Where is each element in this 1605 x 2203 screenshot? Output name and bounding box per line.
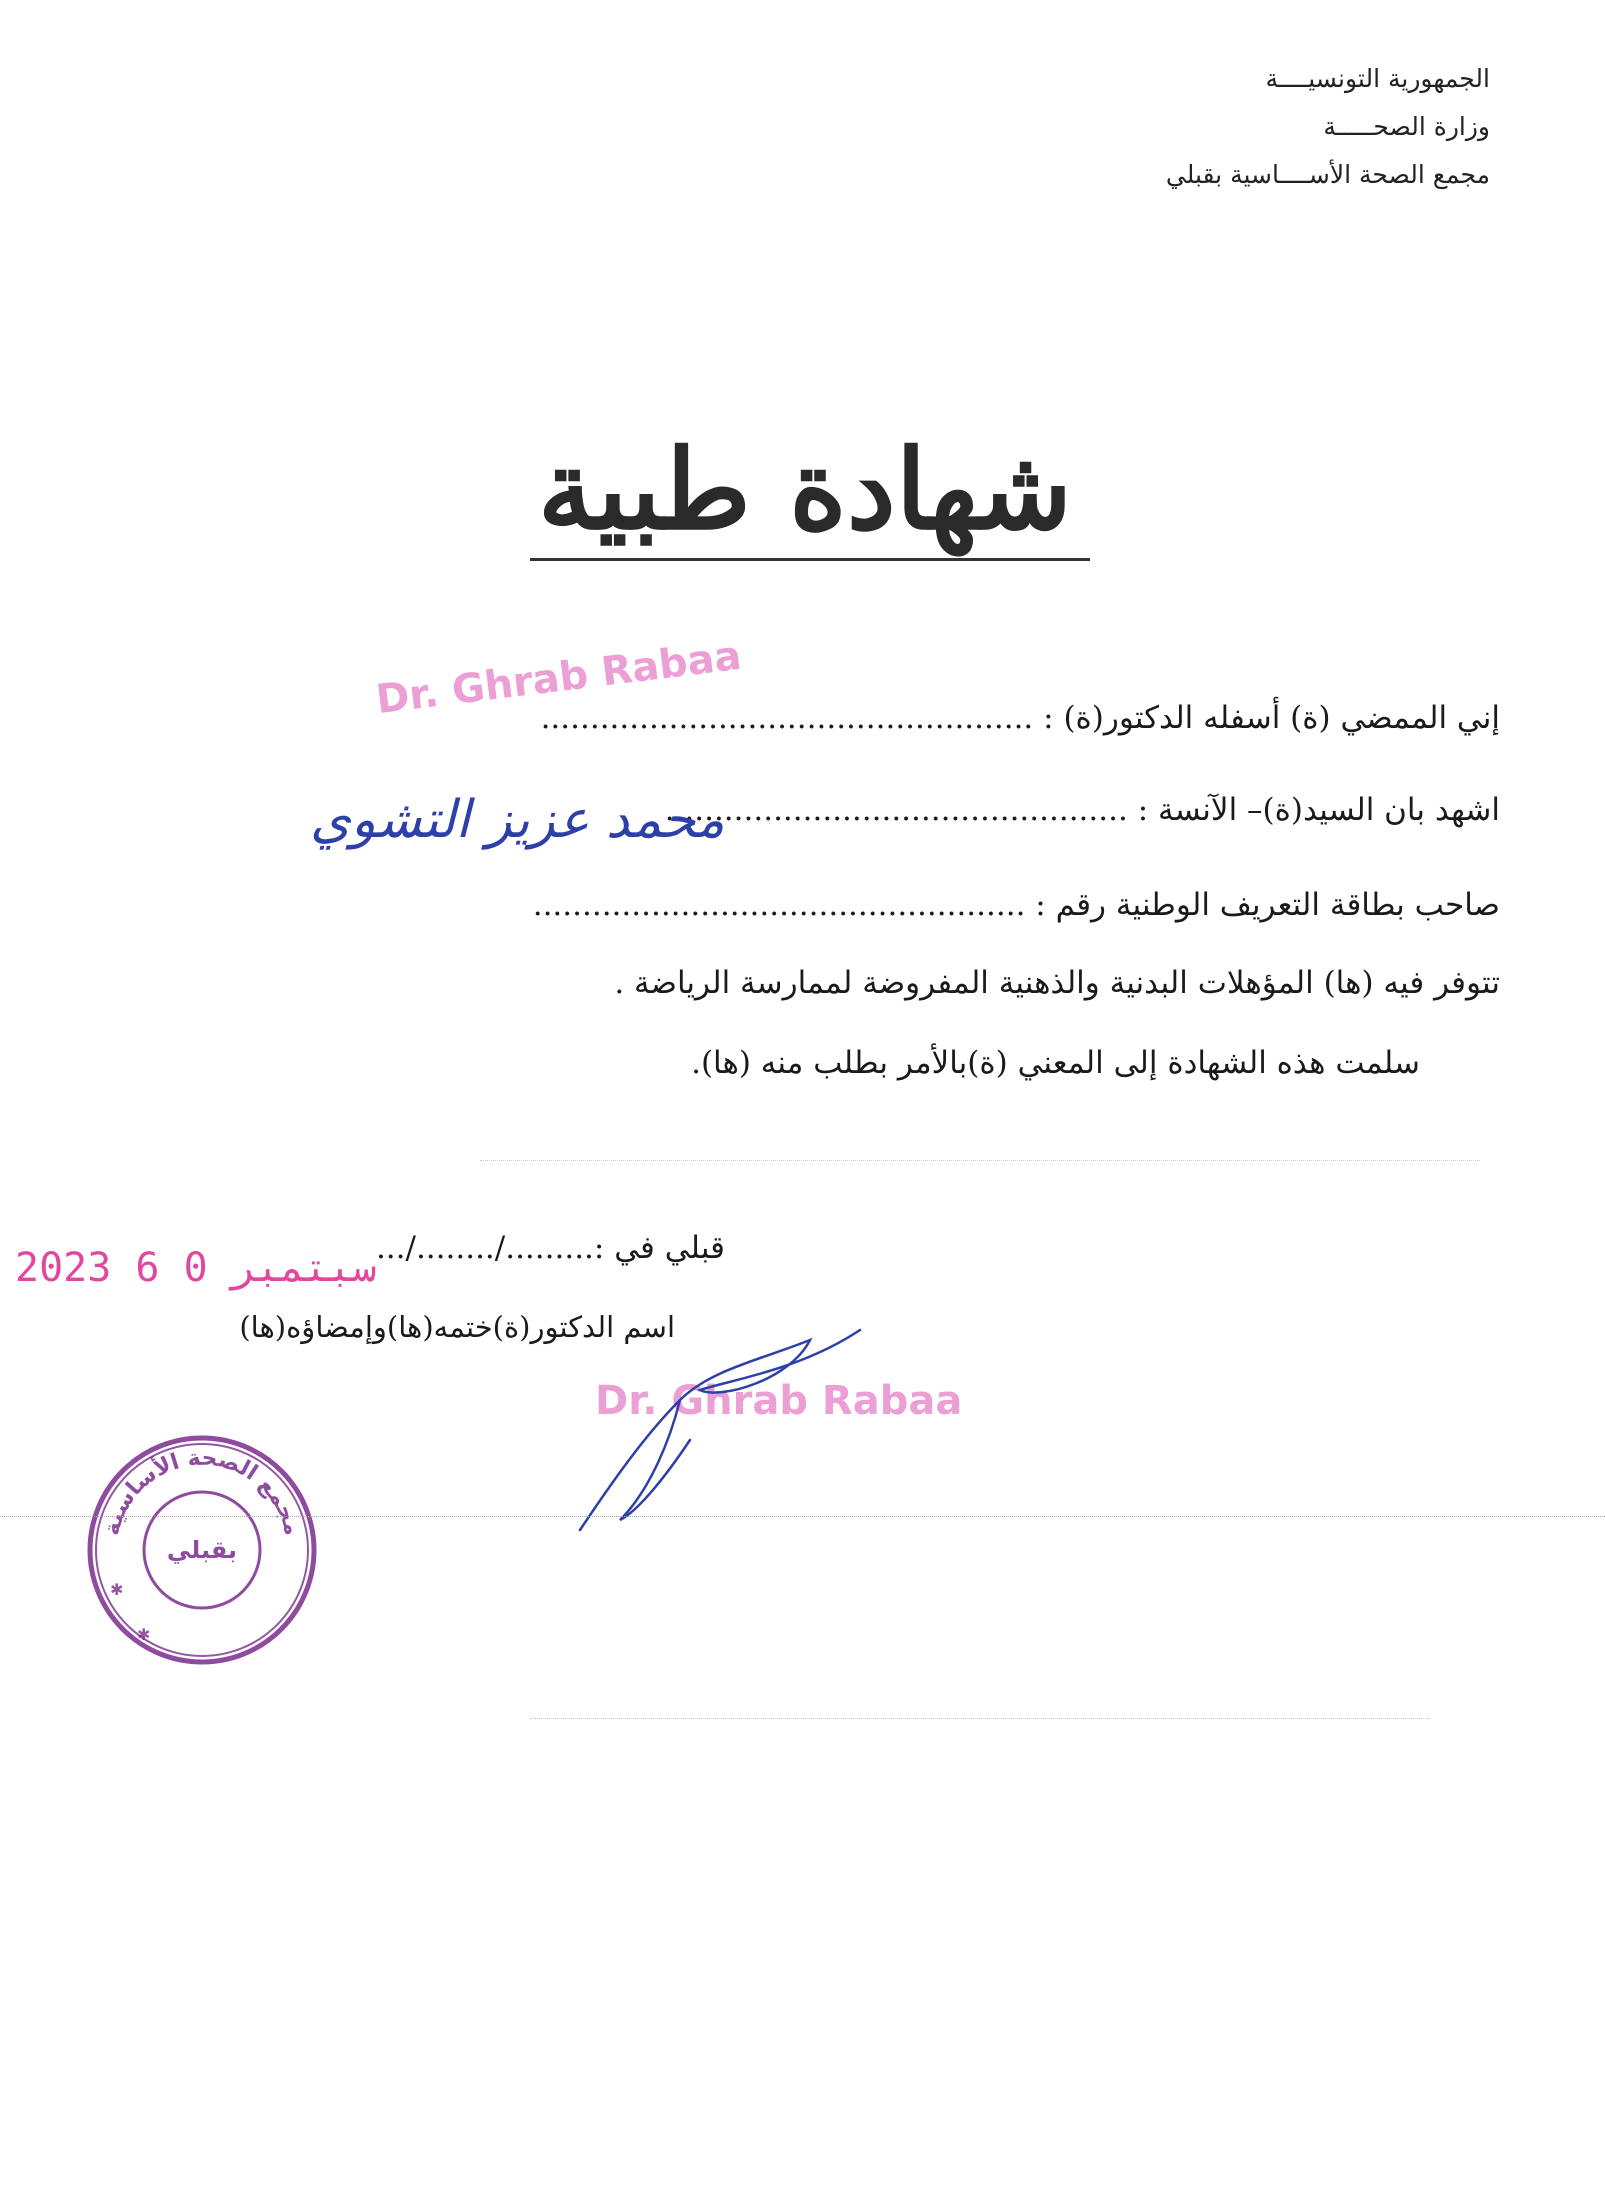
seal-graphic — [82, 1430, 322, 1670]
svg-text:✱: ✱ — [137, 1625, 151, 1644]
ministry-label: وزارة الصحـــــة — [1323, 112, 1490, 141]
doctor-signature-label: اسم الدكتور(ة)ختمه(ها)وإمضاؤه(ها) — [239, 1310, 675, 1344]
doctor-name-stamp-top: Dr. Ghrab Rabaa — [373, 632, 744, 724]
health-center-seal — [82, 1430, 322, 1670]
scan-artifact-line — [530, 1718, 1430, 1719]
id-card-blank: .................................................. — [532, 887, 1026, 923]
patient-line — [665, 792, 1500, 828]
doctor-name-stamp-bottom: Dr. Ghrab Rabaa — [595, 1378, 963, 1424]
scan-artifact-line-2 — [480, 1160, 1480, 1161]
republic-label: الجمهورية التونسيــــة — [1265, 64, 1490, 93]
certificate-title: شهادة طبية — [537, 425, 1073, 554]
fitness-statement: تتوفر فيه (ها) المؤهلات البدنية والذهنية المفروضة لممارسة الرياضة . — [614, 965, 1500, 1001]
seal-outer-text: مجمع الصحة الأساسية — [99, 1445, 305, 1538]
doctor-declaration-text: إني الممضي (ة) أسفله الدكتور(ة) : — [1043, 700, 1500, 736]
patient-name-handwritten: محمد عزيز التشوي — [310, 790, 725, 850]
title-underline — [530, 558, 1090, 561]
seal-inner-text: بقبلي — [166, 1536, 238, 1564]
date-stamp: 2023 سبتمبر 0 6 — [15, 1245, 377, 1291]
patient-name-blank: ............................................... — [664, 792, 1128, 828]
doctor-declaration-line — [541, 700, 1500, 736]
scan-divider — [0, 1516, 1605, 1517]
doctor-name-blank: .................................................. — [540, 700, 1034, 736]
place-date-line: قبلي في :........./......../... — [375, 1230, 725, 1266]
delivery-statement: سلمت هذه الشهادة إلى المعني (ة)بالأمر بطلب منه (ها). — [691, 1045, 1420, 1081]
document-header — [1030, 55, 1490, 199]
patient-label: اشهد بان السيد(ة)– الآنسة : — [1137, 792, 1500, 828]
id-card-label: صاحب بطاقة التعريف الوطنية رقم : — [1035, 887, 1500, 923]
id-card-line — [533, 887, 1500, 923]
health-center-label: مجمع الصحة الأســــاسية بقبلي — [1165, 160, 1490, 189]
svg-text:✱: ✱ — [110, 1580, 124, 1599]
